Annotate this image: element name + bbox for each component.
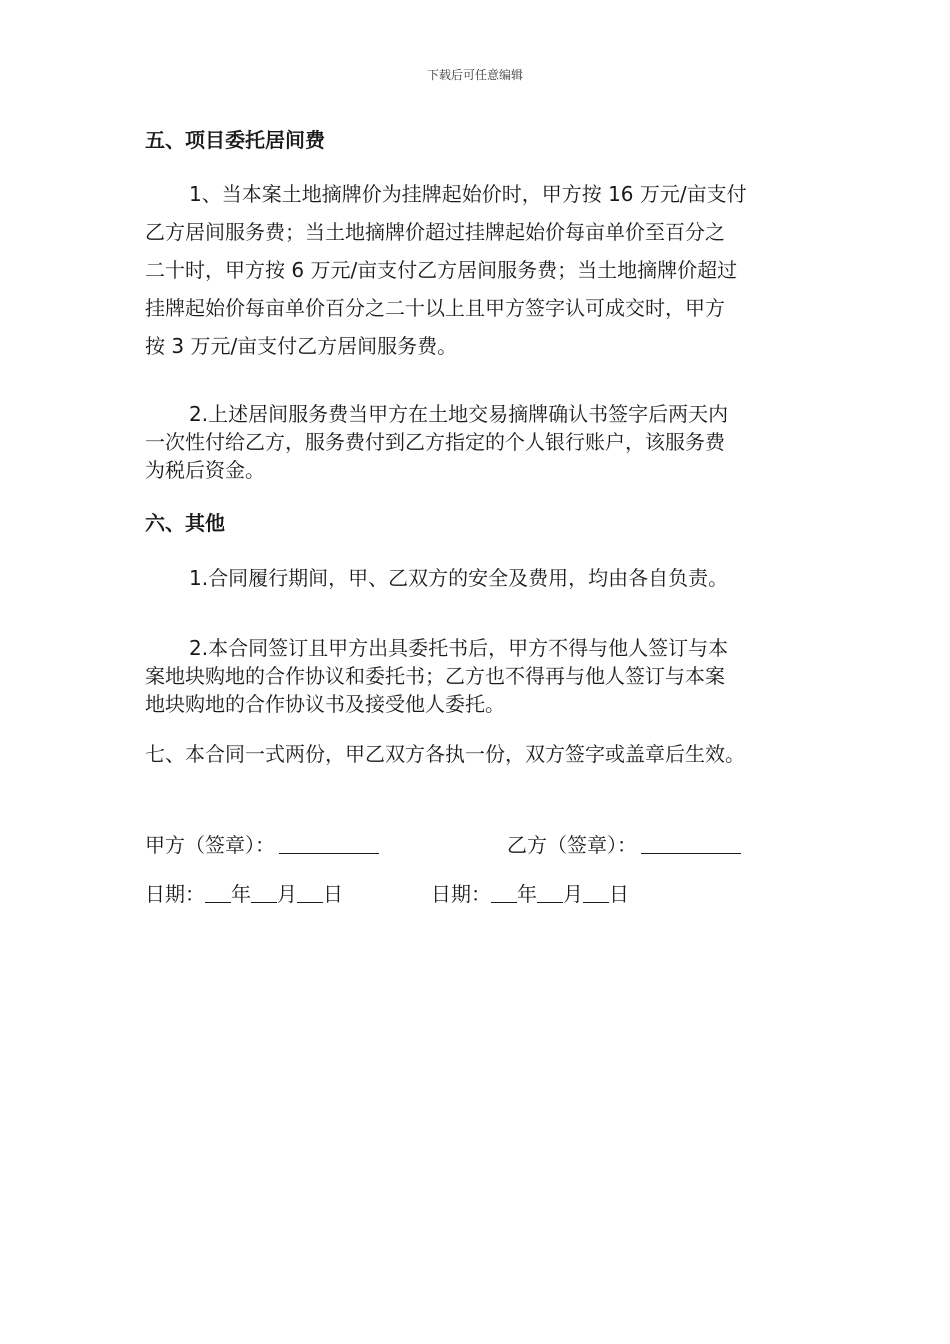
day-label: 日 [609, 882, 629, 906]
page-header: 下载后可任意编辑 [426, 68, 523, 82]
text-line: 1、当本案土地摘牌价为挂牌起始价时，甲方按 16 万元/亩支付 [189, 182, 747, 206]
party-b-date [431, 878, 629, 907]
party-a-date [145, 878, 343, 907]
text-line: 2.上述居间服务费当甲方在土地交易摘牌确认书签字后两天内 [189, 402, 729, 426]
section-6-paragraph-1 [145, 564, 810, 592]
date-label: 日期： [431, 882, 491, 906]
month-blank [251, 882, 277, 903]
party-a-label: 甲方（签章）： [145, 833, 275, 857]
section-7-clause: 七、本合同一式两份，甲乙双方各执一份，双方签字或盖章后生效。 [145, 742, 745, 766]
month-blank [537, 882, 563, 903]
text-line: 地块购地的合作协议书及接受他人委托。 [145, 692, 505, 716]
section-5-paragraph-2 [145, 400, 810, 484]
section-6-heading: 六、其他 [145, 511, 225, 535]
text-line: 案地块购地的合作协议和委托书；乙方也不得再与他人签订与本案 [145, 664, 725, 688]
section-6-paragraph-2 [145, 634, 810, 718]
day-blank [583, 882, 609, 903]
month-label: 月 [277, 882, 297, 906]
date-label: 日期： [145, 882, 205, 906]
party-b-signature [507, 829, 741, 858]
year-blank [491, 882, 517, 903]
party-a-signature-line [279, 833, 379, 854]
text-line: 1.合同履行期间，甲、乙双方的安全及费用，均由各自负责。 [189, 566, 729, 590]
party-b-signature-line [641, 833, 741, 854]
text-line: 为税后资金。 [145, 458, 265, 482]
party-b-label: 乙方（签章）： [507, 833, 637, 857]
year-label: 年 [231, 882, 251, 906]
section-5-heading: 五、项目委托居间费 [145, 128, 325, 152]
day-label: 日 [323, 882, 343, 906]
day-blank [297, 882, 323, 903]
year-blank [205, 882, 231, 903]
month-label: 月 [563, 882, 583, 906]
text-line: 一次性付给乙方，服务费付到乙方指定的个人银行账户，该服务费 [145, 430, 725, 454]
text-line: 挂牌起始价每亩单价百分之二十以上且甲方签字认可成交时，甲方 [145, 296, 725, 320]
text-line: 乙方居间服务费；当土地摘牌价超过挂牌起始价每亩单价至百分之 [145, 220, 725, 244]
text-line: 按 3 万元/亩支付乙方居间服务费。 [145, 334, 458, 358]
text-line: 二十时，甲方按 6 万元/亩支付乙方居间服务费；当土地摘牌价超过 [145, 258, 738, 282]
party-a-signature [145, 829, 379, 858]
text-line: 2.本合同签订且甲方出具委托书后，甲方不得与他人签订与本 [189, 636, 729, 660]
year-label: 年 [517, 882, 537, 906]
section-5-paragraph-1 [145, 175, 810, 365]
